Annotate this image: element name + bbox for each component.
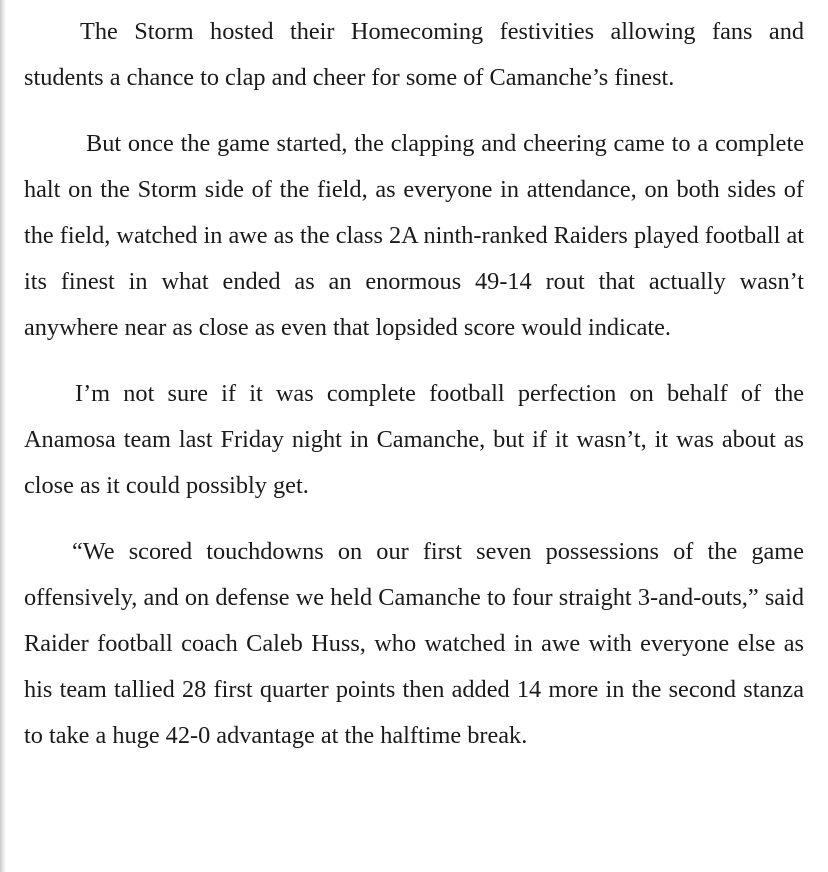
article-body <box>24 9 804 759</box>
article-paragraph-1: The Storm hosted their Homecoming festivities allowing fans and students a chance to clap and cheer for some of Camanche’s finest. <box>24 18 804 91</box>
article-paragraph-2: But once the game started, the clapping and cheering came to a complete halt on the Storm side of the field, as everyone in attendance, on both sides of the field, watched in awe as the class 2A ninth-ranked Raiders played football at its finest in what ended as an enormous 49-14 rout that actually wasn’t anywhere near as close as even that lopsided score would indicate. <box>24 130 804 341</box>
page-edge-shadow <box>0 0 6 872</box>
article-paragraph-3: I’m not sure if it was complete football perfection on behalf of the Anamosa team last Friday night in Camanche, but if it wasn’t, it was about as close as it could possibly get. <box>24 380 804 499</box>
article-paragraph-4: “We scored touchdowns on our first seven possessions of the game offensively, and on defense we held Camanche to four straight 3-and-outs,” said Raider football coach Caleb Huss, who watched in awe with everyone else as his team tallied 28 first quarter points then added 14 more in the second stanza to take a huge 42-0 advantage at the halftime break. <box>24 538 804 749</box>
